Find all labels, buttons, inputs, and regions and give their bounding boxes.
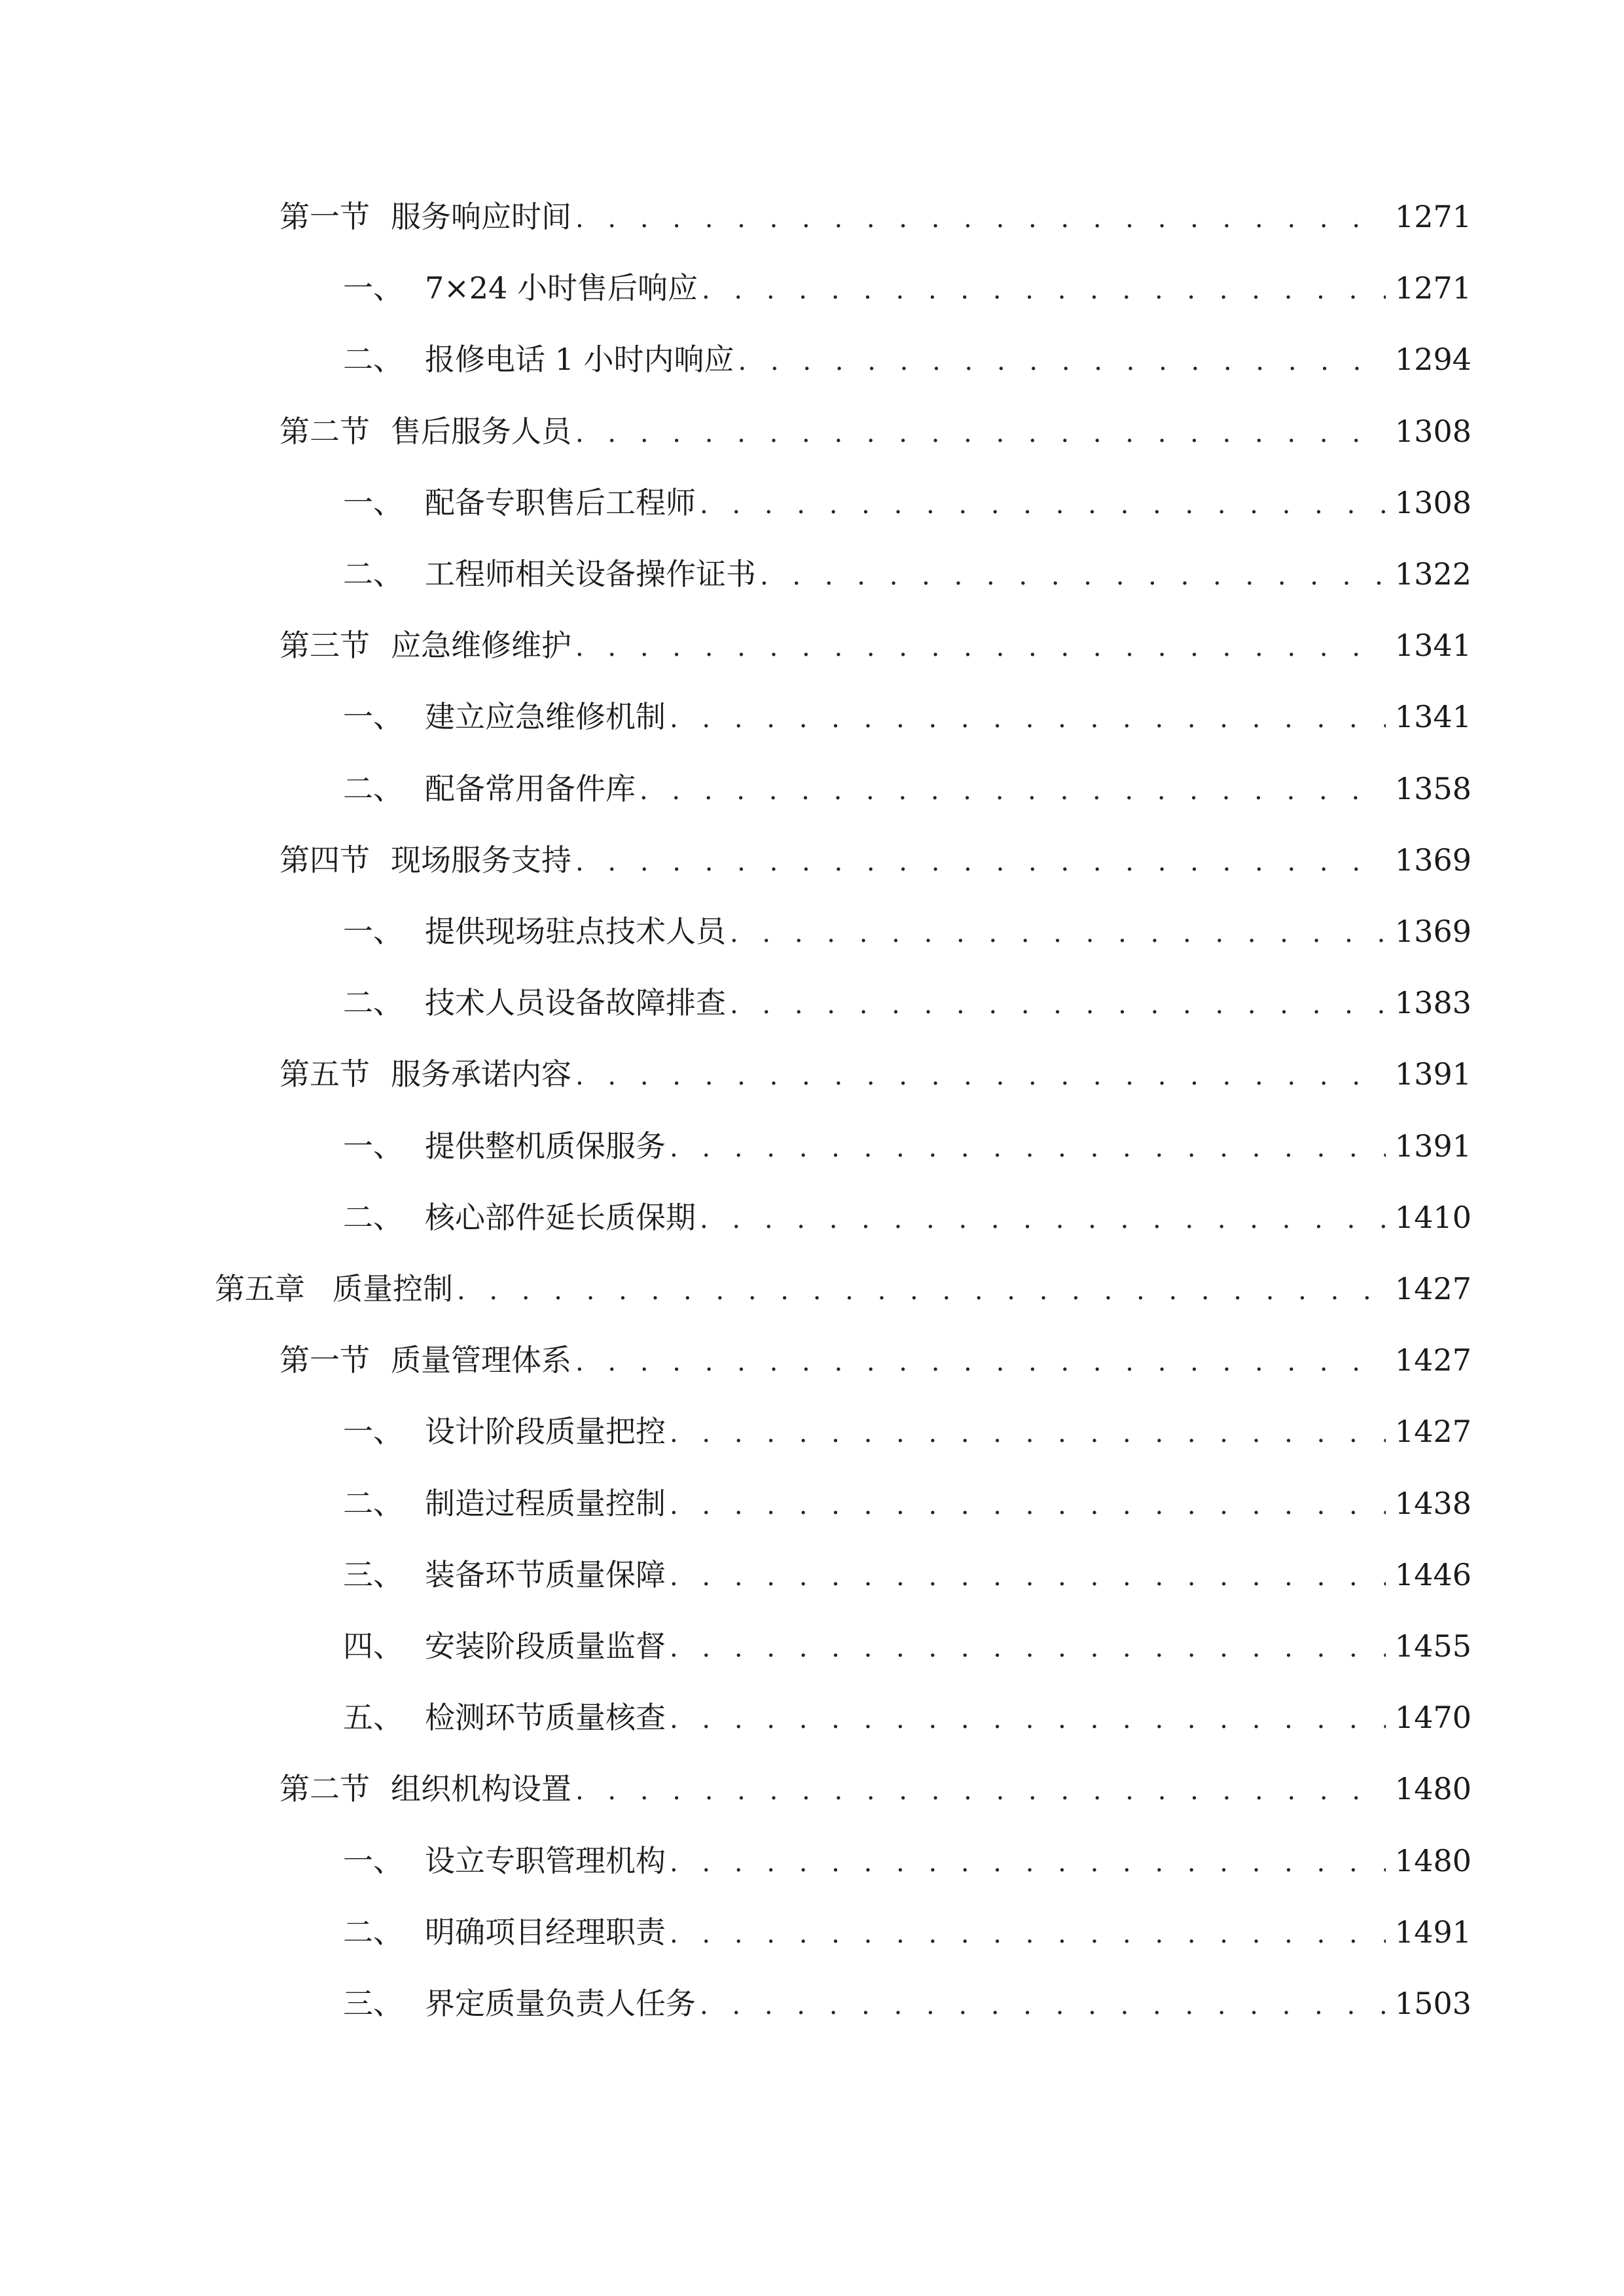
toc-dot-leader <box>575 196 1386 242</box>
toc-entry-title: 配备专职售后工程师 <box>425 485 696 520</box>
toc-entry-number: 第五节 <box>280 1056 370 1092</box>
toc-entry-number: 一、 <box>343 699 403 734</box>
toc-entry-number: 第一节 <box>280 199 370 234</box>
toc-entry-page-number: 1341 <box>1394 699 1471 734</box>
toc-entry-number: 一、 <box>343 485 403 520</box>
toc-entry[interactable] <box>343 1552 1471 1598</box>
toc-entry-number: 一、 <box>343 1128 403 1164</box>
toc-entry-number: 一、 <box>343 914 403 949</box>
toc-entry[interactable] <box>280 622 1471 668</box>
toc-entry-title: 工程师相关设备操作证书 <box>425 556 756 592</box>
toc-dot-leader <box>670 696 1386 742</box>
toc-entry-title: 提供现场驻点技术人员 <box>425 914 726 949</box>
toc-entry-title: 质量控制 <box>333 1271 453 1306</box>
toc-entry-title: 服务响应时间 <box>391 199 571 234</box>
toc-entry-number: 二、 <box>343 1200 403 1235</box>
toc-entry[interactable] <box>343 980 1471 1026</box>
toc-entry-number: 二、 <box>343 1486 403 1521</box>
toc-entry-number: 一、 <box>343 1843 403 1878</box>
toc-dot-leader <box>575 1768 1386 1814</box>
toc-entry[interactable] <box>343 908 1471 954</box>
toc-entry-number: 二、 <box>343 556 403 592</box>
toc-entry-title: 售后服务人员 <box>391 414 571 449</box>
toc-entry[interactable] <box>343 265 1471 311</box>
toc-dot-leader <box>670 1410 1386 1456</box>
toc-dot-leader <box>700 482 1386 528</box>
toc-entry-number: 第二节 <box>280 414 370 449</box>
toc-entry-title: 安装阶段质量监督 <box>425 1628 666 1664</box>
toc-entry-page-number: 1480 <box>1394 1843 1471 1878</box>
toc-dot-leader <box>670 1125 1386 1171</box>
toc-entry[interactable] <box>343 1623 1471 1669</box>
toc-entry[interactable] <box>280 837 1471 883</box>
toc-entry-title: 报修电话 1 小时内响应 <box>425 342 734 377</box>
toc-entry-title: 设计阶段质量把控 <box>425 1414 666 1449</box>
toc-entry-page-number: 1308 <box>1394 414 1471 449</box>
toc-dot-leader <box>575 1053 1386 1099</box>
toc-dot-leader <box>575 410 1386 456</box>
toc-entry-page-number: 1308 <box>1394 485 1471 520</box>
toc-dot-leader <box>670 1554 1386 1600</box>
toc-entry[interactable] <box>343 1480 1471 1526</box>
toc-entry-title: 核心部件延长质保期 <box>425 1200 696 1235</box>
toc-dot-leader <box>700 1196 1386 1242</box>
toc-entry[interactable] <box>280 1766 1471 1812</box>
toc-entry-title: 技术人员设备故障排查 <box>425 985 726 1020</box>
toc-dot-leader <box>670 1911 1386 1957</box>
toc-entry-title: 7×24 小时售后响应 <box>425 270 698 306</box>
toc-entry-title: 建立应急维修机制 <box>425 699 666 734</box>
toc-entry-page-number: 1322 <box>1394 556 1471 592</box>
toc-entry-title: 设立专职管理机构 <box>425 1843 666 1878</box>
toc-entry-page-number: 1383 <box>1394 985 1471 1020</box>
toc-entry-number: 第四节 <box>280 842 370 878</box>
toc-entry[interactable] <box>280 1337 1471 1383</box>
toc-entry[interactable] <box>280 1051 1471 1097</box>
toc-dot-leader <box>670 1482 1386 1528</box>
toc-entry-title: 组织机构设置 <box>391 1771 571 1806</box>
toc-entry-number: 二、 <box>343 771 403 806</box>
toc-dot-leader <box>670 1840 1386 1886</box>
toc-entry[interactable] <box>343 766 1471 812</box>
toc-dot-leader <box>575 624 1386 670</box>
toc-entry[interactable] <box>343 480 1471 526</box>
toc-dot-leader <box>700 1982 1386 2028</box>
toc-entry-page-number: 1427 <box>1394 1342 1471 1378</box>
toc-dot-leader <box>730 910 1386 956</box>
toc-entry-title: 制造过程质量控制 <box>425 1486 666 1521</box>
toc-entry[interactable] <box>343 1194 1471 1240</box>
toc-entry-page-number: 1369 <box>1394 842 1471 878</box>
toc-entry-page-number: 1427 <box>1394 1414 1471 1449</box>
toc-entry-page-number: 1470 <box>1394 1700 1471 1735</box>
toc-entry-page-number: 1271 <box>1394 270 1471 306</box>
toc-dot-leader <box>670 1625 1386 1671</box>
toc-dot-leader <box>702 267 1386 313</box>
toc-dot-leader <box>640 768 1386 814</box>
toc-entry-page-number: 1503 <box>1394 1986 1471 2021</box>
toc-entry[interactable] <box>280 408 1471 454</box>
toc-entry[interactable] <box>343 551 1471 597</box>
toc-entry-title: 检测环节质量核查 <box>425 1700 666 1735</box>
toc-entry[interactable] <box>343 1123 1471 1169</box>
toc-entry-page-number: 1438 <box>1394 1486 1471 1521</box>
toc-entry[interactable] <box>343 1909 1471 1955</box>
toc-dot-leader <box>575 839 1386 885</box>
toc-entry-number: 第五章 <box>215 1271 305 1306</box>
toc-entry-page-number: 1294 <box>1394 342 1471 377</box>
toc-entry-number: 四、 <box>343 1628 403 1664</box>
toc-entry[interactable] <box>343 1981 1471 2026</box>
toc-entry[interactable] <box>215 1266 1471 1312</box>
toc-entry-number: 三、 <box>343 1557 403 1592</box>
toc-entry-number: 一、 <box>343 1414 403 1449</box>
toc-entry-title: 提供整机质保服务 <box>425 1128 666 1164</box>
toc-dot-leader <box>730 982 1386 1028</box>
toc-entry-number: 三、 <box>343 1986 403 2021</box>
toc-entry-page-number: 1391 <box>1394 1128 1471 1164</box>
toc-dot-leader <box>670 1696 1386 1742</box>
toc-entry-title: 配备常用备件库 <box>425 771 636 806</box>
toc-entry-number: 第一节 <box>280 1342 370 1378</box>
toc-dot-leader <box>457 1268 1386 1314</box>
toc-entry-number: 二、 <box>343 985 403 1020</box>
toc-entry-page-number: 1455 <box>1394 1628 1471 1664</box>
toc-entry-page-number: 1480 <box>1394 1771 1471 1806</box>
toc-entry-number: 二、 <box>343 1914 403 1950</box>
toc-entry-page-number: 1446 <box>1394 1557 1471 1592</box>
toc-entry-page-number: 1410 <box>1394 1200 1471 1235</box>
toc-entry-title: 明确项目经理职责 <box>425 1914 666 1950</box>
toc-entry-title: 装备环节质量保障 <box>425 1557 666 1592</box>
toc-entry-title: 质量管理体系 <box>391 1342 571 1378</box>
toc-entry[interactable] <box>343 694 1471 740</box>
toc-entry-number: 二、 <box>343 342 403 377</box>
toc-entry-page-number: 1369 <box>1394 914 1471 949</box>
toc-dot-leader <box>760 553 1386 599</box>
toc-dot-leader <box>575 1339 1386 1385</box>
toc-entry-number: 第二节 <box>280 1771 370 1806</box>
toc-entry-page-number: 1391 <box>1394 1056 1471 1092</box>
toc-entry-number: 一、 <box>343 270 403 306</box>
toc-dot-leader <box>738 338 1386 384</box>
toc-entry[interactable] <box>280 194 1471 240</box>
toc-entry-page-number: 1491 <box>1394 1914 1471 1950</box>
toc-entry[interactable] <box>343 1695 1471 1740</box>
toc-entry-page-number: 1271 <box>1394 199 1471 234</box>
toc-entry-title: 界定质量负责人任务 <box>425 1986 696 2021</box>
toc-entry-number: 五、 <box>343 1700 403 1735</box>
toc-entry-title: 应急维修维护 <box>391 628 571 663</box>
toc-entry-number: 第三节 <box>280 628 370 663</box>
toc-entry[interactable] <box>343 1408 1471 1454</box>
toc-entry-page-number: 1358 <box>1394 771 1471 806</box>
toc-entry-title: 服务承诺内容 <box>391 1056 571 1092</box>
toc-entry[interactable] <box>343 336 1471 382</box>
toc-entry-page-number: 1341 <box>1394 628 1471 663</box>
toc-entry-page-number: 1427 <box>1394 1271 1471 1306</box>
toc-entry-title: 现场服务支持 <box>391 842 571 878</box>
toc-entry[interactable] <box>343 1838 1471 1884</box>
